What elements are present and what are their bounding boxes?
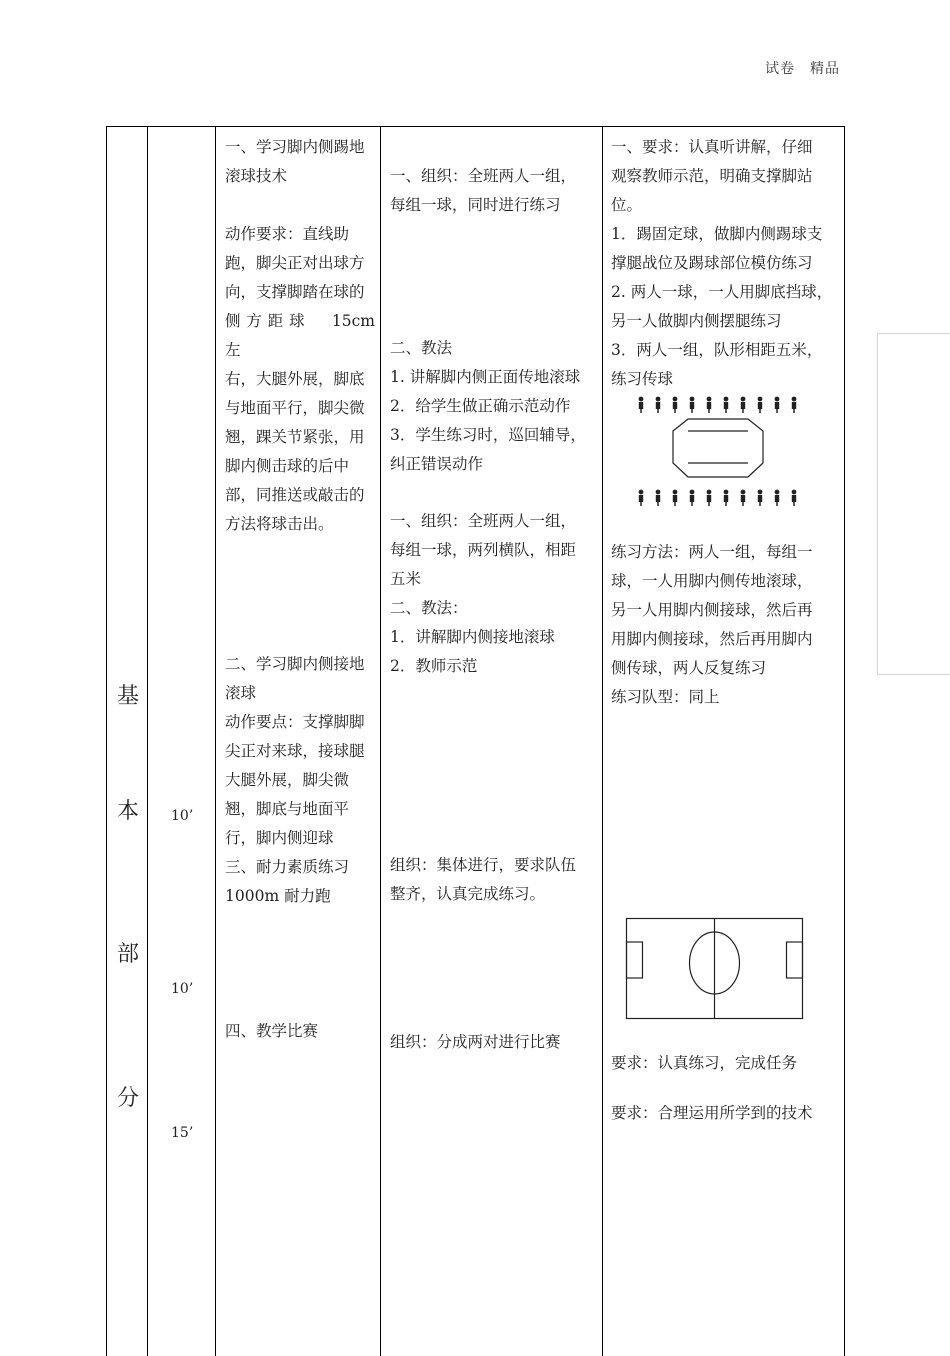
column-divider xyxy=(215,127,216,1356)
column-divider xyxy=(602,127,603,1356)
section-label-char: 本 xyxy=(117,799,140,824)
time-value: 15’ xyxy=(171,1125,194,1141)
teaching-match: 四、教学比赛 xyxy=(225,1022,319,1040)
kick-technique-requirements: 动作要求：直线助 跑，脚尖正对出球方 向，支撑脚踏在球的 侧方距球 15cm 左 右，大腿外展，脚底 与地面平行，脚尖微 翘，踝关节紧张，用 脚内侧击球的后中 部，同推送或敲击的 方法将球击出。 xyxy=(225,225,391,533)
player-row-bottom xyxy=(639,490,797,506)
player-icon xyxy=(673,490,678,506)
section-label-char: 部 xyxy=(117,942,140,967)
receive-technique: 二、学习脚内侧接地 滚球 动作要点：支撑脚脚 尖正对来球，接球腿 大腿外展，脚尖微 翘，脚底与地面平 行，脚内侧迎球 三、耐力素质练习 1000m 耐力跑 xyxy=(225,655,365,905)
double-arrow-inner-icon xyxy=(688,431,748,463)
right-goal-area xyxy=(787,942,803,978)
player-icon xyxy=(656,397,661,413)
player-icon xyxy=(707,397,712,413)
student-requirements-1: 一、要求：认真听讲解，仔细 观察教师示范，明确支撑脚站 位。 1．踢固定球，做脚内侧踢球支 撑腿战位及踢球部位模仿练习 2. 两人一球，一人用脚底挡球， 另一人做脚内侧摆腿练习 3．两人一组，队形相距五米， 练习传球 xyxy=(611,138,833,388)
player-icon xyxy=(758,397,763,413)
player-icon xyxy=(690,490,695,506)
player-icon xyxy=(775,490,780,506)
player-icon xyxy=(724,397,729,413)
kick-technique-title: 一、学习脚内侧踢地 滚球技术 xyxy=(225,138,365,185)
player-icon xyxy=(724,490,729,506)
player-icon xyxy=(639,490,644,506)
section-label-char: 分 xyxy=(117,1086,140,1111)
player-icon xyxy=(758,490,763,506)
football-field-diagram xyxy=(625,917,805,1021)
teacher-organization-3: 组织：集体进行，要求队伍 整齐，认真完成练习。 xyxy=(390,856,577,903)
time-value: 10’ xyxy=(171,981,194,997)
formation-diagram xyxy=(633,391,803,509)
teacher-organization-1: 一、组织：全班两人一组， 每组一球，同时进行练习 xyxy=(390,167,577,214)
player-row-top xyxy=(639,397,797,413)
player-icon xyxy=(741,490,746,506)
player-icon xyxy=(656,490,661,506)
column-divider xyxy=(147,127,148,1356)
player-icon xyxy=(775,397,780,413)
student-practice-method: 练习方法：两人一组，每组一 球，一人用脚内侧传地滚球， 另一人用脚内侧接球，然后再 用脚内侧接球，然后再用脚内 侧传球，两人反复练习 练习队型：同上 xyxy=(611,543,813,706)
teacher-organization-2: 一、组织：全班两人一组， 每组一球，两列横队，相距 五米 二、教法： 1．讲解脚内侧接地滚球 2．教师示范 xyxy=(390,512,577,675)
player-icon xyxy=(792,397,797,413)
teacher-organization-4: 组织：分成两对进行比赛 xyxy=(390,1033,561,1051)
player-icon xyxy=(673,397,678,413)
player-icon xyxy=(639,397,644,413)
player-icon xyxy=(741,397,746,413)
player-icon xyxy=(690,397,695,413)
page-header: 试卷 精品 xyxy=(765,61,840,77)
player-icon xyxy=(707,490,712,506)
left-goal-area xyxy=(627,942,643,978)
student-requirements-3: 要求：合理运用所学到的技术 xyxy=(611,1104,813,1122)
lesson-table xyxy=(106,126,845,1356)
page-side-tab[interactable] xyxy=(877,333,950,675)
time-value: 10’ xyxy=(171,808,194,824)
section-label-char: 基 xyxy=(117,684,140,709)
teacher-method-1: 二、教法 1. 讲解脚内侧正面传地滚球 2．给学生做正确示范动作 3．学生练习时，巡回辅导， 纠正错误动作 xyxy=(390,339,586,473)
double-arrow-icon xyxy=(673,419,763,477)
student-requirements-2: 要求：认真练习，完成任务 xyxy=(611,1054,798,1072)
player-icon xyxy=(792,490,797,506)
